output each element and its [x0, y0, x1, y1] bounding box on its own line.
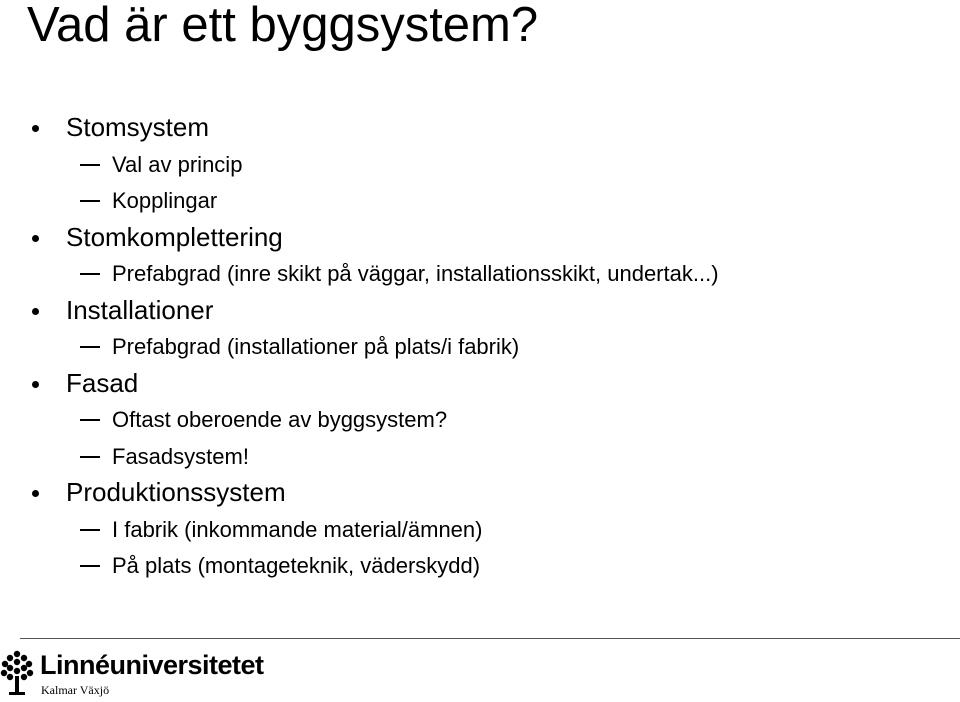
- sub-bullet-item: [0, 146, 960, 183]
- sub-bullet-item: [0, 182, 960, 219]
- dash-marker: [80, 273, 100, 275]
- sub-bullet-item: [0, 328, 960, 365]
- dash-marker: [80, 346, 100, 348]
- bullet-item: [0, 292, 960, 329]
- bullet-marker: [32, 235, 39, 242]
- university-logo: [0, 648, 290, 702]
- sub-bullet-text: Prefabgrad (inre skikt på väggar, installationsskikt, undertak...): [112, 261, 719, 286]
- sub-bullet-text: Oftast oberoende av byggsystem?: [112, 407, 448, 432]
- slide-title: Vad är ett byggsystem?: [27, 0, 539, 52]
- bullet-text: Fasad: [66, 367, 139, 398]
- bullet-item: [0, 474, 960, 511]
- sub-bullet-text: Kopplingar: [112, 188, 218, 213]
- bullet-marker: [32, 308, 39, 315]
- dash-marker: [80, 565, 100, 567]
- dash-marker: [80, 456, 100, 458]
- bullet-list: [0, 109, 960, 584]
- bullet-text: Installationer: [66, 294, 214, 325]
- sub-bullet-item: [0, 401, 960, 438]
- sub-bullet-text: På plats (montageteknik, väderskydd): [112, 553, 481, 578]
- sub-bullet-item: [0, 255, 960, 292]
- bullet-marker: [32, 490, 39, 497]
- sub-bullet-item: [0, 438, 960, 475]
- sub-bullet-text: Prefabgrad (installationer på plats/i fabrik): [112, 334, 520, 359]
- bullet-marker: [32, 381, 39, 388]
- bullet-item: [0, 109, 960, 146]
- dash-marker: [80, 164, 100, 166]
- bullet-item: [0, 365, 960, 402]
- sub-bullet-text: Val av princip: [112, 151, 243, 177]
- tree-icon: [0, 650, 34, 698]
- bullet-text: Produktionssystem: [66, 477, 286, 507]
- sub-bullet-text: I fabrik (inkommande material/ämnen): [112, 516, 483, 542]
- sub-bullet-item: [0, 511, 960, 548]
- dash-marker: [80, 529, 100, 531]
- logo-name: Linnéuniversitetet: [40, 650, 264, 680]
- dash-marker: [80, 200, 100, 202]
- bullet-text: Stomsystem: [66, 112, 210, 142]
- footer-divider: [20, 638, 960, 639]
- bullet-marker: [32, 125, 39, 132]
- sub-bullet-item: [0, 547, 960, 584]
- sub-bullet-text: Fasadsystem!: [112, 443, 249, 469]
- dash-marker: [80, 419, 100, 421]
- logo-subtitle: Kalmar Växjö: [41, 683, 110, 697]
- bullet-text: Stomkomplettering: [66, 221, 283, 252]
- bullet-item: [0, 219, 960, 256]
